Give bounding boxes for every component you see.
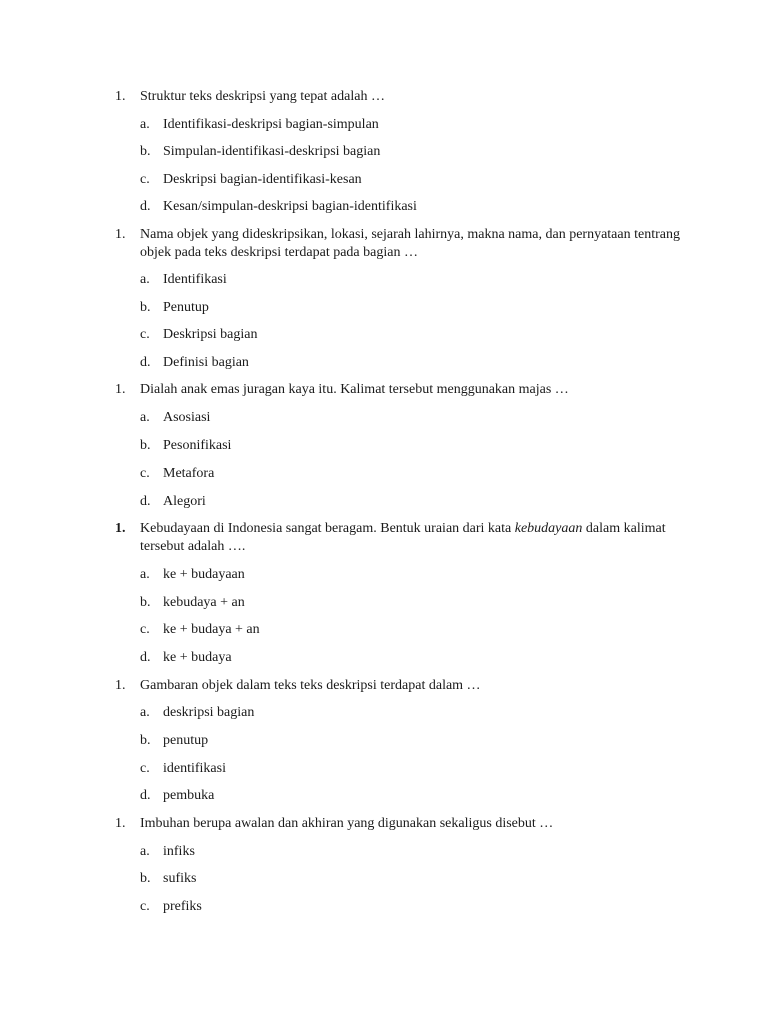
option-item <box>0 649 768 667</box>
option-letter: b. <box>140 144 151 159</box>
question-text-part: Kebudayaan di Indonesia sangat beragam. Bentuk uraian dari kata <box>140 521 515 536</box>
option-text: Deskripsi bagian-identifikasi-kesan <box>163 172 362 187</box>
option-letter: d. <box>140 494 151 509</box>
option-letter: a. <box>140 272 150 287</box>
question-text-part: dalam kalimat tersebut adalah …. <box>140 521 666 554</box>
question-text-italic: kebudayaan <box>514 521 583 536</box>
option-text: prefiks <box>163 899 202 914</box>
option-item <box>0 704 768 722</box>
option-text: Penutup <box>163 300 209 315</box>
option-item <box>0 326 768 344</box>
option-text: Identifikasi-deskripsi bagian-simpulan <box>163 117 379 132</box>
option-letter: a. <box>140 117 150 132</box>
option-item <box>0 198 768 216</box>
option-text: Alegori <box>163 494 206 509</box>
question-text: Gambaran objek dalam teks teks deskripsi terdapat dalam … <box>140 678 481 693</box>
option-item <box>0 116 768 134</box>
option-item <box>0 465 768 483</box>
option-text: Metafora <box>163 466 215 481</box>
option-letter: a. <box>140 410 150 425</box>
question-text: Struktur teks deskripsi yang tepat adalah … <box>140 89 385 104</box>
option-letter: c. <box>140 327 150 342</box>
option-text: Asosiasi <box>163 410 211 425</box>
option-letter: d. <box>140 355 151 370</box>
option-text: Pesonifikasi <box>163 438 232 453</box>
question-text: Nama objek yang dideskripsikan, lokasi, sejarah lahirnya, makna nama, dan pernyataan tentrang objek pada teks deskripsi terdapat pada bagian … <box>140 227 680 260</box>
question-number: 1. <box>115 382 126 397</box>
option-letter: c. <box>140 466 150 481</box>
option-item <box>0 299 768 317</box>
option-text: deskripsi bagian <box>163 705 255 720</box>
option-item <box>0 493 768 511</box>
option-text: Deskripsi bagian <box>163 327 258 342</box>
option-text: infiks <box>163 844 195 859</box>
option-text: ke + budaya + an <box>163 622 260 637</box>
option-item <box>0 594 768 612</box>
option-letter: d. <box>140 199 151 214</box>
option-letter: a. <box>140 705 150 720</box>
option-letter: b. <box>140 438 151 453</box>
option-item <box>0 171 768 189</box>
option-text: Identifikasi <box>163 272 227 287</box>
option-letter: a. <box>140 567 150 582</box>
option-item <box>0 621 768 639</box>
option-text: penutup <box>163 733 209 748</box>
option-item <box>0 409 768 427</box>
question-text: Imbuhan berupa awalan dan akhiran yang digunakan sekaligus disebut … <box>140 816 554 831</box>
option-item <box>0 271 768 289</box>
option-text: sufiks <box>163 871 197 886</box>
option-letter: b. <box>140 300 151 315</box>
option-item <box>0 732 768 750</box>
option-item <box>0 566 768 584</box>
question-text <box>140 520 685 556</box>
option-letter: a. <box>140 844 150 859</box>
option-text: ke + budaya <box>163 650 232 665</box>
option-letter: d. <box>140 650 151 665</box>
option-item <box>0 870 768 888</box>
question-text: Dialah anak emas juragan kaya itu. Kalimat tersebut menggunakan majas … <box>140 382 569 397</box>
option-item <box>0 787 768 805</box>
option-item <box>0 354 768 372</box>
question-number: 1. <box>115 89 126 104</box>
option-letter: d. <box>140 788 151 803</box>
option-text: kebudaya + an <box>163 595 245 610</box>
option-letter: b. <box>140 733 151 748</box>
question-number: 1. <box>115 521 126 536</box>
option-item <box>0 898 768 916</box>
option-letter: c. <box>140 622 150 637</box>
option-item <box>0 437 768 455</box>
option-item <box>0 143 768 161</box>
option-letter: b. <box>140 595 151 610</box>
option-letter: c. <box>140 761 150 776</box>
option-text: identifikasi <box>163 761 226 776</box>
option-text: Kesan/simpulan-deskripsi bagian-identifikasi <box>163 199 417 214</box>
option-letter: c. <box>140 899 150 914</box>
option-letter: c. <box>140 172 150 187</box>
question-number: 1. <box>115 816 126 831</box>
option-text: ke + budayaan <box>163 567 245 582</box>
question-number: 1. <box>115 227 126 242</box>
option-letter: b. <box>140 871 151 886</box>
option-item <box>0 760 768 778</box>
option-text: pembuka <box>163 788 215 803</box>
option-text: Simpulan-identifikasi-deskripsi bagian <box>163 144 381 159</box>
option-text: Definisi bagian <box>163 355 249 370</box>
question-number: 1. <box>115 678 126 693</box>
option-item <box>0 843 768 861</box>
